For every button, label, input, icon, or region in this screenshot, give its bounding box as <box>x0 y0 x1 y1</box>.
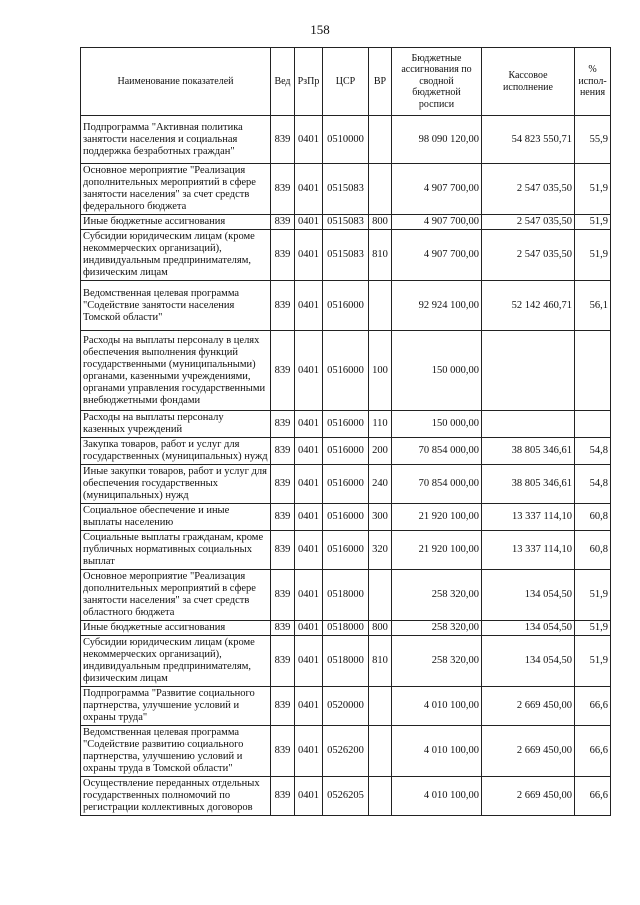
cell-pct: 56,1 <box>575 281 611 331</box>
cell-rzpr: 0401 <box>295 164 323 215</box>
cell-vr: 200 <box>369 438 392 465</box>
header-ved: Вед <box>271 48 295 116</box>
cell-cash: 2 669 450,00 <box>482 777 575 816</box>
header-csr: ЦСР <box>323 48 369 116</box>
cell-pct: 66,6 <box>575 726 611 777</box>
cell-name: Основное мероприятие "Реализация дополнительных мероприятий в сфере занятости населения" за счет средств областного бюджета <box>81 570 271 621</box>
cell-ved: 839 <box>271 636 295 687</box>
cell-pct: 51,9 <box>575 621 611 636</box>
cell-budget: 98 090 120,00 <box>392 116 482 164</box>
cell-vr: 800 <box>369 621 392 636</box>
cell-budget: 258 320,00 <box>392 621 482 636</box>
table-row <box>81 411 611 438</box>
cell-cash: 134 054,50 <box>482 621 575 636</box>
cell-cash: 134 054,50 <box>482 570 575 621</box>
table-header-row <box>81 48 611 116</box>
table-row <box>81 777 611 816</box>
cell-cash: 38 805 346,61 <box>482 438 575 465</box>
cell-csr: 0516000 <box>323 531 369 570</box>
cell-rzpr: 0401 <box>295 281 323 331</box>
table-row <box>81 570 611 621</box>
cell-pct: 60,8 <box>575 504 611 531</box>
cell-pct: 55,9 <box>575 116 611 164</box>
cell-vr <box>369 281 392 331</box>
cell-budget: 258 320,00 <box>392 570 482 621</box>
cell-name: Подпрограмма "Развитие социального партнерства, улучшение условий и охраны труда" <box>81 687 271 726</box>
cell-budget: 150 000,00 <box>392 331 482 411</box>
cell-csr: 0526200 <box>323 726 369 777</box>
cell-budget: 4 907 700,00 <box>392 164 482 215</box>
table-row <box>81 215 611 230</box>
cell-ved: 839 <box>271 164 295 215</box>
cell-cash: 52 142 460,71 <box>482 281 575 331</box>
cell-csr: 0516000 <box>323 411 369 438</box>
cell-pct: 51,9 <box>575 636 611 687</box>
cell-name: Ведомственная целевая программа "Содействие занятости населения Томской области" <box>81 281 271 331</box>
budget-table <box>80 47 611 816</box>
cell-name: Социальные выплаты гражданам, кроме публичных нормативных социальных выплат <box>81 531 271 570</box>
table-row <box>81 465 611 504</box>
cell-cash: 2 547 035,50 <box>482 164 575 215</box>
cell-budget: 258 320,00 <box>392 636 482 687</box>
cell-budget: 4 010 100,00 <box>392 777 482 816</box>
cell-name: Расходы на выплаты персоналу казенных учреждений <box>81 411 271 438</box>
cell-pct: 66,6 <box>575 687 611 726</box>
cell-rzpr: 0401 <box>295 726 323 777</box>
table-body <box>81 116 611 816</box>
cell-rzpr: 0401 <box>295 331 323 411</box>
cell-budget: 21 920 100,00 <box>392 504 482 531</box>
cell-csr: 0515083 <box>323 164 369 215</box>
cell-ved: 839 <box>271 215 295 230</box>
cell-name: Ведомственная целевая программа "Содействие развитию социального партнерства, улучшению условий и охраны труда в Томской области" <box>81 726 271 777</box>
cell-pct: 51,9 <box>575 230 611 281</box>
cell-cash: 38 805 346,61 <box>482 465 575 504</box>
cell-rzpr: 0401 <box>295 621 323 636</box>
cell-name: Основное мероприятие "Реализация дополнительных мероприятий в сфере занятости населения" за счет средств федерального бюджета <box>81 164 271 215</box>
cell-pct: 51,9 <box>575 570 611 621</box>
cell-vr: 100 <box>369 331 392 411</box>
cell-ved: 839 <box>271 621 295 636</box>
cell-csr: 0515083 <box>323 215 369 230</box>
cell-pct: 51,9 <box>575 164 611 215</box>
cell-csr: 0520000 <box>323 687 369 726</box>
cell-vr <box>369 687 392 726</box>
cell-budget: 150 000,00 <box>392 411 482 438</box>
cell-ved: 839 <box>271 777 295 816</box>
cell-cash: 13 337 114,10 <box>482 531 575 570</box>
cell-ved: 839 <box>271 411 295 438</box>
header-rzpr: РзПр <box>295 48 323 116</box>
table-row <box>81 636 611 687</box>
cell-csr: 0510000 <box>323 116 369 164</box>
cell-budget: 21 920 100,00 <box>392 531 482 570</box>
table-row <box>81 281 611 331</box>
cell-csr: 0516000 <box>323 504 369 531</box>
cell-csr: 0515083 <box>323 230 369 281</box>
cell-vr: 240 <box>369 465 392 504</box>
cell-vr <box>369 570 392 621</box>
cell-vr <box>369 164 392 215</box>
header-pct: % испол-нения <box>575 48 611 116</box>
cell-vr <box>369 726 392 777</box>
cell-rzpr: 0401 <box>295 411 323 438</box>
header-cash: Кассовое исполнение <box>482 48 575 116</box>
cell-name: Закупка товаров, работ и услуг для государственных (муниципальных) нужд <box>81 438 271 465</box>
table-row <box>81 116 611 164</box>
cell-pct <box>575 411 611 438</box>
cell-vr <box>369 116 392 164</box>
cell-name: Подпрограмма "Активная политика занятости населения и социальная поддержка безработных граждан" <box>81 116 271 164</box>
cell-name: Социальное обеспечение и иные выплаты населению <box>81 504 271 531</box>
cell-cash: 2 669 450,00 <box>482 687 575 726</box>
cell-csr: 0516000 <box>323 465 369 504</box>
cell-name: Иные бюджетные ассигнования <box>81 621 271 636</box>
cell-name: Осуществление переданных отдельных государственных полномочий по регистрации коллективных договоров <box>81 777 271 816</box>
cell-csr: 0516000 <box>323 281 369 331</box>
cell-ved: 839 <box>271 281 295 331</box>
cell-rzpr: 0401 <box>295 636 323 687</box>
cell-vr: 320 <box>369 531 392 570</box>
cell-budget: 4 907 700,00 <box>392 230 482 281</box>
cell-pct: 66,6 <box>575 777 611 816</box>
cell-name: Расходы на выплаты персоналу в целях обеспечения выполнения функций государственными (муниципальными) органами, казенными учреждениями, органами управления государственными внебюджетными фондами <box>81 331 271 411</box>
cell-rzpr: 0401 <box>295 215 323 230</box>
cell-pct: 54,8 <box>575 465 611 504</box>
cell-rzpr: 0401 <box>295 687 323 726</box>
header-name: Наименование показателей <box>81 48 271 116</box>
cell-ved: 839 <box>271 331 295 411</box>
cell-ved: 839 <box>271 230 295 281</box>
table-row <box>81 164 611 215</box>
cell-rzpr: 0401 <box>295 230 323 281</box>
cell-ved: 839 <box>271 116 295 164</box>
cell-pct: 60,8 <box>575 531 611 570</box>
table-row <box>81 621 611 636</box>
table-row <box>81 230 611 281</box>
cell-budget: 70 854 000,00 <box>392 465 482 504</box>
cell-csr: 0518000 <box>323 621 369 636</box>
cell-cash: 2 669 450,00 <box>482 726 575 777</box>
cell-ved: 839 <box>271 531 295 570</box>
table-row <box>81 331 611 411</box>
cell-rzpr: 0401 <box>295 465 323 504</box>
cell-pct <box>575 331 611 411</box>
cell-budget: 70 854 000,00 <box>392 438 482 465</box>
cell-csr: 0518000 <box>323 570 369 621</box>
cell-ved: 839 <box>271 438 295 465</box>
cell-cash: 2 547 035,50 <box>482 230 575 281</box>
cell-rzpr: 0401 <box>295 504 323 531</box>
cell-pct: 54,8 <box>575 438 611 465</box>
cell-rzpr: 0401 <box>295 116 323 164</box>
cell-ved: 839 <box>271 687 295 726</box>
cell-cash: 2 547 035,50 <box>482 215 575 230</box>
cell-rzpr: 0401 <box>295 438 323 465</box>
cell-vr: 800 <box>369 215 392 230</box>
cell-budget: 4 010 100,00 <box>392 687 482 726</box>
cell-vr: 110 <box>369 411 392 438</box>
cell-name: Субсидии юридическим лицам (кроме некоммерческих организаций), индивидуальным предпринимателям, физическим лицам <box>81 636 271 687</box>
cell-cash: 13 337 114,10 <box>482 504 575 531</box>
cell-vr: 300 <box>369 504 392 531</box>
cell-cash <box>482 411 575 438</box>
cell-budget: 4 010 100,00 <box>392 726 482 777</box>
cell-rzpr: 0401 <box>295 777 323 816</box>
cell-ved: 839 <box>271 465 295 504</box>
cell-ved: 839 <box>271 570 295 621</box>
table-row <box>81 504 611 531</box>
cell-name: Иные закупки товаров, работ и услуг для обеспечения государственных (муниципальных) нужд <box>81 465 271 504</box>
cell-csr: 0516000 <box>323 331 369 411</box>
cell-budget: 4 907 700,00 <box>392 215 482 230</box>
cell-csr: 0518000 <box>323 636 369 687</box>
header-vr: ВР <box>369 48 392 116</box>
table-row <box>81 438 611 465</box>
table-row <box>81 726 611 777</box>
cell-name: Субсидии юридическим лицам (кроме некоммерческих организаций), индивидуальным предпринимателям, физическим лицам <box>81 230 271 281</box>
table-row <box>81 531 611 570</box>
page-number: 158 <box>310 22 330 37</box>
cell-csr: 0516000 <box>323 438 369 465</box>
cell-vr <box>369 777 392 816</box>
cell-csr: 0526205 <box>323 777 369 816</box>
cell-rzpr: 0401 <box>295 570 323 621</box>
cell-ved: 839 <box>271 726 295 777</box>
cell-vr: 810 <box>369 636 392 687</box>
cell-rzpr: 0401 <box>295 531 323 570</box>
cell-cash: 54 823 550,71 <box>482 116 575 164</box>
cell-cash: 134 054,50 <box>482 636 575 687</box>
cell-cash <box>482 331 575 411</box>
cell-name: Иные бюджетные ассигнования <box>81 215 271 230</box>
cell-budget: 92 924 100,00 <box>392 281 482 331</box>
table-row <box>81 687 611 726</box>
cell-ved: 839 <box>271 504 295 531</box>
cell-vr: 810 <box>369 230 392 281</box>
header-budget: Бюджетные ассигнования по сводной бюджетной росписи <box>392 48 482 116</box>
cell-pct: 51,9 <box>575 215 611 230</box>
